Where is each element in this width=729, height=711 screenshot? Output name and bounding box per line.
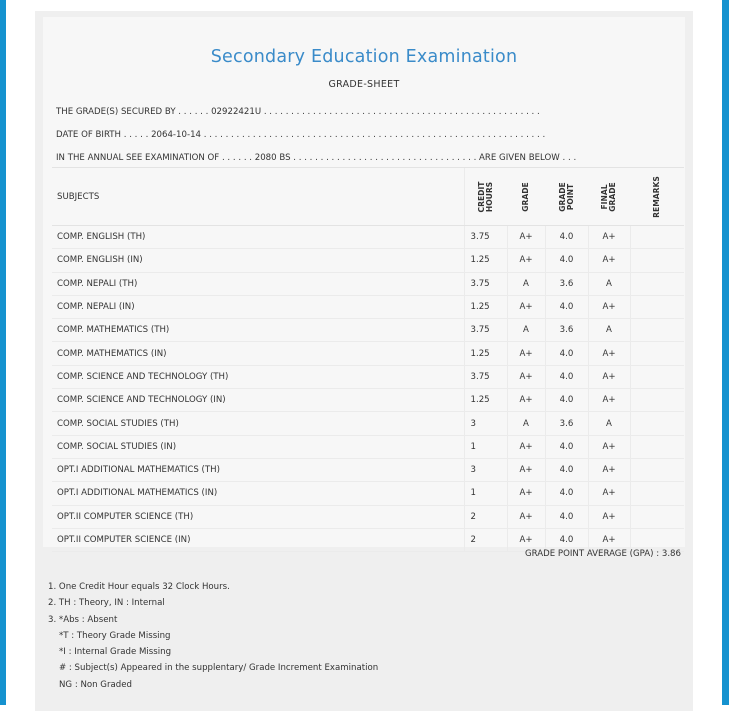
grade-point-cell: 4.0 [545,249,588,272]
credit-hours-cell: 2 [464,528,507,551]
table-header-row [52,168,684,226]
final-grade-cell: A+ [588,435,630,458]
footnote-item: *T : Theory Grade Missing [59,630,171,641]
remarks-cell [630,226,684,249]
remarks-cell [630,412,684,435]
grade-cell: A+ [507,249,545,272]
subject-cell: COMP. MATHEMATICS (IN) [52,342,464,365]
final-grade-cell: A+ [588,226,630,249]
subject-cell: COMP. SOCIAL STUDIES (IN) [52,435,464,458]
credit-hours-cell: 1.25 [464,342,507,365]
subject-cell: COMP. SCIENCE AND TECHNOLOGY (IN) [52,389,464,412]
right-page-border [722,0,729,705]
remarks-cell [630,319,684,342]
subject-cell: COMP. NEPALI (IN) [52,295,464,318]
left-page-border [0,0,6,705]
footnotes [48,579,378,693]
grades-table [52,167,684,552]
final-grade-cell: A [588,319,630,342]
grade-sheet-body [43,17,685,547]
grade-cell: A [507,319,545,342]
gpa-summary: GRADE POINT AVERAGE (GPA) : 3.86 [524,549,681,559]
credit-hours-cell: 1 [464,435,507,458]
remarks-cell [630,458,684,481]
table-row [52,458,684,481]
final-grade-header-line1: FINAL [600,183,609,210]
subject-cell: COMP. MATHEMATICS (TH) [52,319,464,342]
grade-cell: A+ [507,505,545,528]
footnote-item: 3. *Abs : Absent [48,614,118,625]
grade-cell: A+ [507,226,545,249]
table-row [52,342,684,365]
table-row [52,272,684,295]
final-grade-cell: A+ [588,365,630,388]
credit-hours-cell: 2 [464,505,507,528]
credit-hours-header [464,168,507,226]
exam-title: Secondary Education Examination [210,47,518,67]
final-grade-cell: A+ [588,295,630,318]
final-grade-cell: A+ [588,458,630,481]
grade-cell: A+ [507,435,545,458]
credit-hours-cell: 3 [464,412,507,435]
grade-cell: A+ [507,365,545,388]
grade-cell: A+ [507,295,545,318]
footnote-item: # : Subject(s) Appeared in the supplentary/ Grade Increment Examination [59,663,379,674]
exam-session-line: IN THE ANNUAL SEE EXAMINATION OF . . . . . . 2080 BS . . . . . . . . . . . . . . . . . . . . . . . . . . . . . . . . . . ARE GIVEN BELOW . . . [56,153,577,163]
grade-header-label: GRADE [521,181,530,212]
final-grade-cell: A [588,412,630,435]
credit-hours-header-line1: CREDIT [476,181,486,212]
table-row [52,435,684,458]
grade-point-cell: 4.0 [545,342,588,365]
final-grade-cell: A [588,272,630,295]
remarks-cell [630,505,684,528]
grade-header [507,168,545,226]
remarks-cell [630,272,684,295]
grade-point-header-line2: POINT [565,183,575,210]
credit-hours-cell: 1.25 [464,249,507,272]
table-row [52,295,684,318]
final-grade-cell: A+ [588,505,630,528]
subjects-header: SUBJECTS [52,168,464,226]
credit-hours-header-line2: HOURS [484,181,494,212]
final-grade-header [588,168,630,226]
table-row [52,226,684,249]
table-row [52,389,684,412]
grade-point-cell: 4.0 [545,505,588,528]
subject-cell: OPT.I ADDITIONAL MATHEMATICS (TH) [52,458,464,481]
grade-cell: A+ [507,458,545,481]
grades-table-body [52,226,684,552]
credit-hours-cell: 3.75 [464,319,507,342]
grade-point-cell: 4.0 [545,528,588,551]
final-grade-cell: A+ [588,249,630,272]
grades-table-wrapper [52,167,684,552]
table-row [52,412,684,435]
grade-cell: A [507,272,545,295]
grade-point-header-line1: GRADE [557,181,567,212]
remarks-cell [630,342,684,365]
grade-point-cell: 4.0 [545,435,588,458]
remarks-cell [630,249,684,272]
credit-hours-cell: 1.25 [464,295,507,318]
grade-point-cell: 4.0 [545,295,588,318]
grade-sheet-panel [35,11,693,711]
footnote-item: 2. TH : Theory, IN : Internal [48,598,165,609]
table-row [52,365,684,388]
subject-cell: COMP. SCIENCE AND TECHNOLOGY (TH) [52,365,464,388]
final-grade-cell: A+ [588,389,630,412]
grade-point-cell: 3.6 [545,412,588,435]
credit-hours-cell: 3.75 [464,365,507,388]
subject-cell: COMP. ENGLISH (IN) [52,249,464,272]
subject-cell: OPT.II COMPUTER SCIENCE (IN) [52,528,464,551]
final-grade-cell: A+ [588,342,630,365]
remarks-cell [630,365,684,388]
grade-point-cell: 4.0 [545,389,588,412]
footnote-item: *I : Internal Grade Missing [59,647,172,658]
grade-point-header [545,168,588,226]
grade-cell: A+ [507,482,545,505]
credit-hours-cell: 3.75 [464,272,507,295]
date-of-birth-line: DATE OF BIRTH . . . . . 2064-10-14 . . . . . . . . . . . . . . . . . . . . . . . . . . . . . . . . . . . . . . . . . . . . . . . . . . . . . . . . . . . . . . . [56,130,546,140]
grade-cell: A+ [507,342,545,365]
subject-cell: OPT.II COMPUTER SCIENCE (TH) [52,505,464,528]
grade-point-cell: 4.0 [545,365,588,388]
footnote-item: NG : Non Graded [59,679,132,690]
grade-point-cell: 4.0 [545,458,588,481]
grade-point-cell: 3.6 [545,272,588,295]
remarks-cell [630,295,684,318]
table-row [52,319,684,342]
grade-secured-line: THE GRADE(S) SECURED BY . . . . . . 02922421U . . . . . . . . . . . . . . . . . . . . . . . . . . . . . . . . . . . . . . . . . . . . . . . . . . . [56,107,540,117]
remarks-header [630,168,684,226]
subject-cell: OPT.I ADDITIONAL MATHEMATICS (IN) [52,482,464,505]
subject-cell: COMP. NEPALI (TH) [52,272,464,295]
grade-cell: A [507,412,545,435]
grade-sheet-heading: GRADE-SHEET [328,79,400,90]
remarks-header-label: REMARKS [652,175,661,218]
footnote-item: 1. One Credit Hour equals 32 Clock Hours. [48,582,230,592]
grade-cell: A+ [507,389,545,412]
credit-hours-cell: 3 [464,458,507,481]
remarks-cell [630,435,684,458]
final-grade-cell: A+ [588,482,630,505]
credit-hours-cell: 1.25 [464,389,507,412]
final-grade-cell: A+ [588,528,630,551]
credit-hours-cell: 1 [464,482,507,505]
grade-point-cell: 3.6 [545,319,588,342]
subject-cell: COMP. SOCIAL STUDIES (TH) [52,412,464,435]
remarks-cell [630,389,684,412]
credit-hours-cell: 3.75 [464,226,507,249]
grade-point-cell: 4.0 [545,482,588,505]
remarks-cell [630,482,684,505]
table-row [52,249,684,272]
grade-point-cell: 4.0 [545,226,588,249]
table-row [52,482,684,505]
final-grade-header-line2: GRADE [608,181,617,212]
grade-cell: A+ [507,528,545,551]
subject-cell: COMP. ENGLISH (TH) [52,226,464,249]
table-row [52,505,684,528]
